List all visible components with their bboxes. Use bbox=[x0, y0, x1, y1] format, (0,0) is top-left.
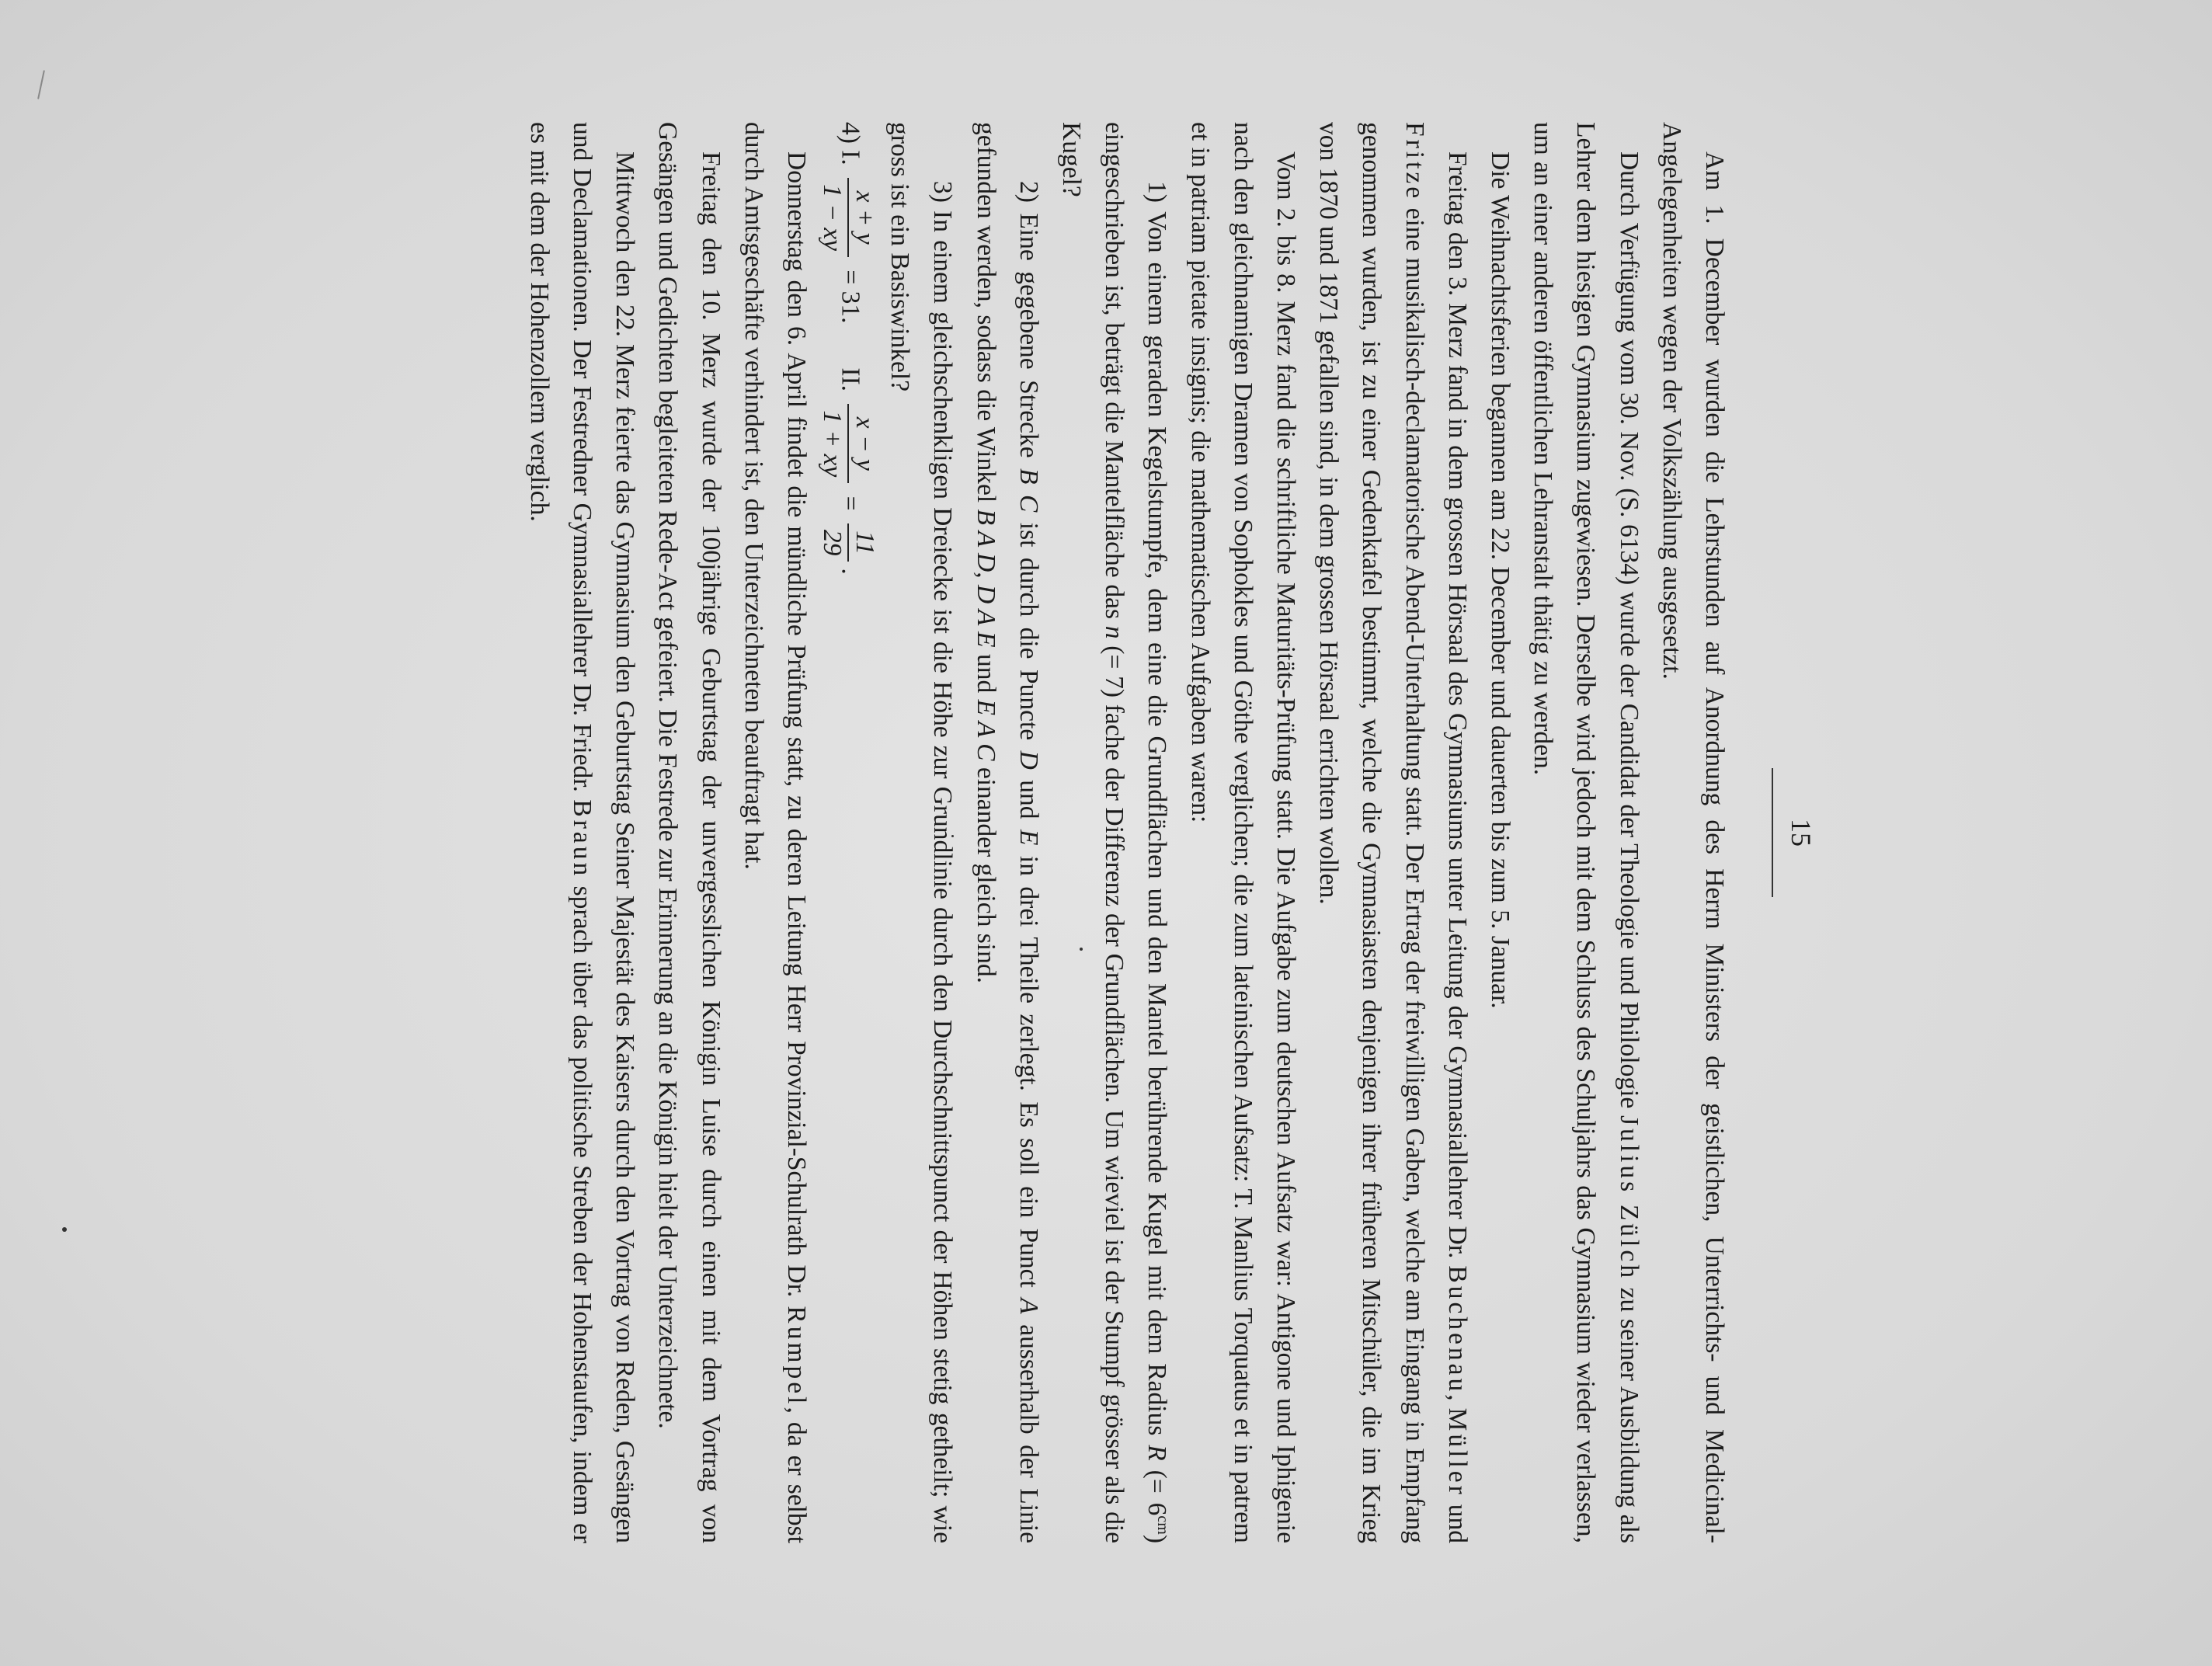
fraction-denominator: 29 bbox=[817, 529, 847, 556]
math-symbol: D A E bbox=[971, 584, 1000, 648]
text-run: Freitag den 10. Merz wurde der 100jährige Geburtstag der unvergesslichen Königin Luise durch einen mit dem Vortrag von Gesängen und Gedichten begleiteten Rede-Act gefeiert. Die Festrede zur Erinnerung an die Königin hielt der Unterzeichnete. bbox=[653, 122, 725, 1543]
page-number: 15 bbox=[1786, 819, 1817, 847]
paragraph-group bbox=[518, 122, 818, 1543]
paragraph bbox=[1650, 122, 1736, 1543]
paragraph bbox=[518, 122, 647, 1543]
spaced-name: Fritze bbox=[1400, 122, 1429, 202]
text-run: ) eingeschrieben ist, beträgt die Mantelfläche das bbox=[1100, 122, 1172, 1543]
spaced-name: Müller bbox=[1442, 1407, 1472, 1497]
paragraph bbox=[878, 122, 964, 1543]
text-run: Donnerstag den 6. April findet die mündliche Prüfung statt, zu deren Leitung Herr Provinzial-Schulrath Dr. bbox=[781, 151, 811, 1306]
paragraph bbox=[1307, 122, 1479, 1543]
superscript-unit: cm bbox=[1154, 1515, 1172, 1535]
fraction bbox=[818, 404, 878, 483]
text-run: in drei Theile zerlegt. Es soll ein Punct bbox=[1014, 845, 1043, 1299]
text-run: und bbox=[1442, 1497, 1472, 1544]
text-run: , bbox=[971, 572, 1000, 585]
paragraph-group bbox=[878, 122, 1736, 1543]
math-symbol: E bbox=[1014, 830, 1043, 846]
text-run: , bbox=[1442, 1394, 1472, 1408]
math-symbol: R bbox=[1143, 1445, 1172, 1461]
text-run: zu seiner Ausbildung als Lehrer dem hiesigen Gymnasium zugewiesen. Derselbe wird jedoch mit dem Schluss des Schuljahrs das Gymnasium wieder verlassen, um an einer anderen öffentlichen Lehranstalt thätig zu werden. bbox=[1529, 122, 1643, 1543]
equation-line bbox=[818, 122, 878, 1543]
spaced-name: Rumpel bbox=[781, 1306, 811, 1407]
text-run: (= 6 bbox=[1143, 1460, 1172, 1516]
equation-label: II. bbox=[836, 367, 865, 391]
text-run: eine musikalisch-declamatorische Abend-Unterhaltung statt. Der Ertrag der freiwilligen Gaben, welche am Eingang in Empfang genommen wurden, ist zu einer Gedenktafel bestimmt, welche die Gymnasiasten denjenigen ihrer früheren Mitschüler, die im Krieg von 1870 und 1871 gefallen sind, in dem grossen Hörsaal errichten wollen. bbox=[1314, 122, 1429, 1543]
paragraph bbox=[1522, 122, 1650, 1543]
paragraph bbox=[1479, 122, 1522, 1543]
paragraph bbox=[646, 122, 732, 1543]
text-run: Die Weihnachtsferien begannen am 22. December und dauerten bis zum 5. Januar. bbox=[1485, 151, 1515, 1009]
body-text bbox=[518, 122, 1736, 1543]
text-run: sprach über das politische Streben der Hohenstaufen, indem er es mit dem der Hohenzollern verglich. bbox=[524, 122, 596, 1543]
text-run: ist durch die Puncte bbox=[1014, 512, 1043, 751]
paragraph bbox=[1178, 122, 1307, 1543]
fraction-numerator: x − y bbox=[847, 404, 878, 483]
scratch-mark bbox=[37, 70, 45, 99]
equation-end: . bbox=[836, 568, 865, 575]
text-run: Vom 2. bis 8. Merz fand die schriftliche Maturitäts-Prüfung statt. Die Aufgabe zum deutschen Aufsatz war: Antigone und Iphigenie nach den gleichnamigen Dramen von Sophokles und Göthe verglichen; die zum lateinischen Aufsatz: T. Manlius Torquatus et in patrem et in patriam pietate insignis; die mathematischen Aufgaben waren: bbox=[1185, 122, 1300, 1543]
paragraph bbox=[732, 122, 818, 1543]
page-header bbox=[1736, 122, 1817, 1543]
paragraph bbox=[964, 122, 1049, 1543]
text-run: einander gleich sind. bbox=[971, 760, 1000, 983]
text-run: Freitag den 3. Merz fand in dem grossen Hörsaal des Gymnasiums unter Leitung der Gymnasiallehrer Dr. bbox=[1442, 151, 1472, 1266]
fraction-denominator: 1 − xy bbox=[817, 184, 847, 252]
spaced-name: Buchenau bbox=[1442, 1265, 1472, 1395]
fraction bbox=[818, 178, 878, 257]
spaced-name: Braun bbox=[567, 799, 596, 879]
fraction-denominator: 1 + xy bbox=[817, 410, 847, 478]
equals-sign: = bbox=[836, 496, 865, 511]
text-run: und bbox=[1014, 769, 1043, 830]
equation-rhs: = 31. bbox=[836, 270, 865, 324]
header-rule bbox=[1772, 768, 1773, 897]
spaced-name: Julius Zülch bbox=[1614, 1115, 1643, 1281]
math-symbol: B C bbox=[1014, 468, 1043, 513]
paragraph bbox=[1050, 122, 1179, 1543]
fraction bbox=[818, 523, 878, 562]
text-run: Mittwoch den 22. Merz feierte das Gymnasium den Geburtstag Seiner Majestät des Kaisers durch den Vortrag von Reden, Gesängen und Declamationen. Der Festredner Gymnasiallehrer Dr. Friedr. bbox=[567, 122, 640, 1543]
text-run: (= 7) fache der Differenz der Grundflächen. Um wieviel ist der Stumpf grösser als die Kugel? bbox=[1056, 122, 1129, 1543]
math-symbol: E A C bbox=[971, 699, 1000, 761]
math-symbol: D bbox=[1014, 750, 1043, 770]
text-run: Durch Verfügung vom 30. Nov. (S. 6134) wurde der Candidat der Theologie und Philologie bbox=[1614, 151, 1643, 1115]
text-run: 1) Von einem geraden Kegelstumpfe, dem eine die Grundflächen und den Mantel berührende Kugel mit dem Radius bbox=[1143, 181, 1172, 1445]
text-run: 2) Eine gegebene Strecke bbox=[1014, 181, 1043, 469]
text-run: Am 1. December wurden die Lehrstunden auf Anordnung des Herrn Ministers der geistlichen, Unterrichts- und Medicinal-Angelegenheiten wegen der Volkszählung ausgesetzt. bbox=[1657, 122, 1729, 1543]
text-run: 3) In einem gleichschenkligen Dreiecke ist die Höhe zur Grundlinie durch den Durchschnittspunct der Höhen stetig getheilt; wie gross ist ein Basiswinkel? bbox=[885, 122, 958, 1543]
math-symbol: A bbox=[1014, 1298, 1043, 1314]
math-symbol: B A D bbox=[971, 509, 1000, 572]
equation-label: 4) I. bbox=[836, 122, 865, 165]
text-run: ausserhalb der Linie gefunden werden, sodass die Winkel bbox=[971, 122, 1043, 1543]
document-page bbox=[46, 122, 1817, 1543]
text-run: und bbox=[971, 647, 1000, 700]
fraction-numerator: 11 bbox=[847, 523, 878, 562]
text-run: , da er selbst durch Amtsgeschäfte verhindert ist, den Unterzeichneten beauftragt hat. bbox=[739, 122, 811, 1544]
math-symbol: n bbox=[1100, 625, 1129, 639]
fraction-numerator: x + y bbox=[847, 178, 878, 257]
